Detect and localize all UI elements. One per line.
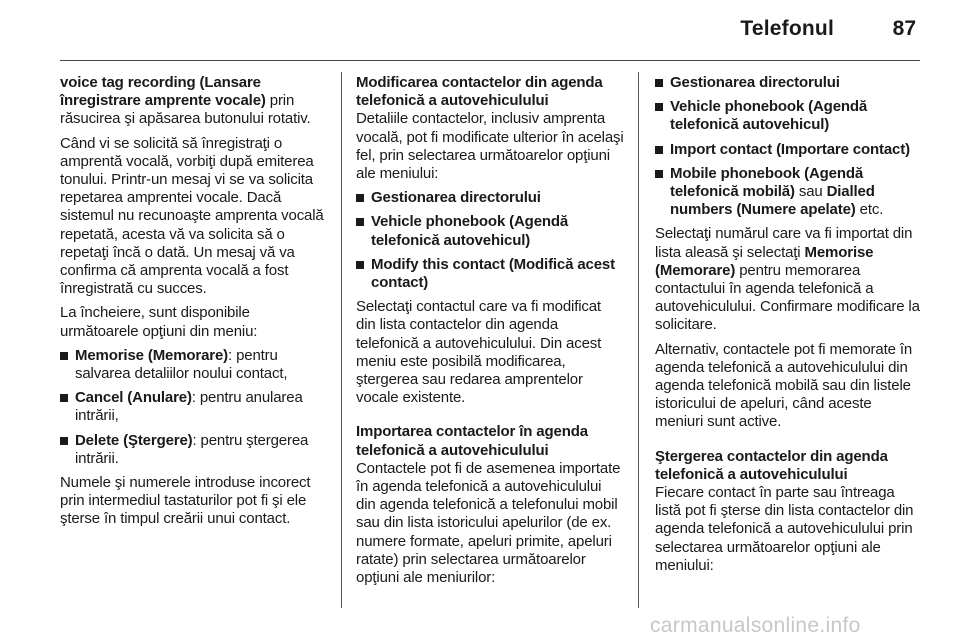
paragraph-menu-intro: La încheiere, sunt disponibile următoarele opţiuni din meniu: [60, 304, 258, 340]
list-item-bold: Vehicle phonebook (Agendă telefonică autovehicul) [670, 98, 868, 134]
list-item-bold: Delete (Ştergere) [75, 431, 193, 449]
watermark: carmanualsonline.info [650, 614, 861, 637]
list-item [356, 256, 624, 292]
menu-path-list [655, 74, 923, 219]
page-header [0, 0, 960, 60]
bullet-icon [655, 79, 663, 87]
list-item-text: : pentru ştergerea intrării. [75, 431, 309, 467]
bullet-icon [655, 170, 663, 178]
menu-options-list [60, 347, 328, 468]
list-item [60, 432, 328, 468]
bullet-icon [60, 352, 68, 360]
list-item [655, 74, 923, 92]
list-item [60, 347, 328, 383]
list-item-text: etc. [855, 201, 884, 219]
section-heading-modify: Modificarea contactelor din agenda telefonică a autovehiculului [356, 74, 603, 110]
list-item-text: sau [794, 183, 827, 201]
list-item-bold: Dialled numbers (Numere apelate) [670, 183, 875, 219]
bullet-icon [60, 437, 68, 445]
paragraph-record-instructions: Când vi se solicită să înregistraţi o amprentă vocală, vorbiţi după emiterea tonului. Printr-un mesaj vi se va solicita repetarea amprentei vocale. Dacă sistemul nu recunoaşte amprenta vocală repetată, acesta vă va solicita să o repetaţi încă o dată. Un mesaj vă va confirma că amprenta vocală a fost înregistrată cu succes. [60, 134, 324, 298]
paragraph-import-intro: Contactele pot fi de asemenea importate în agenda telefonică a autovehiculului din agenda telefonică a telefonului mobil sau din lista istoricului apelurilor (de ex. numere formate, apeluri primite, apeluri ratate) prin selectarea următoarelor opţiuni ale meniurilor: [356, 459, 621, 587]
paragraph-modify-details: Selectaţi contactul care va fi modificat din lista contactelor din agenda telefonică a autovehiculului. Din acest meniu este posibilă modificarea, ştergerea sau redarea amprentelor vocale existente. [356, 298, 602, 407]
list-item-text: : pentru salvarea detaliilor noului contact, [75, 346, 288, 383]
bullet-icon [356, 194, 364, 202]
list-item [655, 165, 923, 220]
list-item [356, 189, 624, 207]
page-number: 87 [892, 17, 916, 40]
page-title: Telefonul [740, 17, 834, 40]
column-divider-1 [341, 72, 342, 608]
bullet-icon [655, 103, 663, 111]
list-item-bold: Gestionarea directorului [670, 74, 840, 91]
list-item-bold: Modify this contact (Modifică acest contact) [371, 255, 615, 292]
bullet-icon [655, 146, 663, 154]
paragraph-text: Selectaţi numărul care va fi importat din lista aleasă şi selectaţi [655, 225, 913, 261]
paragraph-select-import [655, 225, 923, 334]
list-item-bold: Import contact (Importare contact) [670, 140, 910, 158]
list-item-bold: Memorise (Memorare) [75, 346, 229, 364]
bullet-icon [356, 261, 364, 269]
menu-option-memorise: Memorise (Memorare) [655, 243, 874, 279]
list-item-text: : pentru anularea intrării, [75, 389, 303, 425]
paragraph-alternative: Alternativ, contactele pot fi memorate în agenda telefonică a autovehiculului din agenda telefonică mobilă sau din listele istoricului de apeluri, când aceste meniuri sunt active. [655, 340, 913, 431]
list-item-bold: Gestionarea directorului [371, 189, 541, 207]
list-item [655, 98, 923, 134]
section-heading-delete: Ştergerea contactelor din agenda telefonică a autovehiculului [655, 447, 888, 483]
bullet-icon [60, 394, 68, 402]
paragraph-modify-intro: Detaliile contactelor, inclusiv amprenta vocală, pot fi modificate ulterior în acelaşi fel, prin selectarea următoarelor opţiuni ale meniului: [356, 110, 624, 183]
paragraph-delete-note: Numele şi numerele introduse incorect prin intermediul tastaturilor pot fi şi ele şterse în timpul creării unui contact. [60, 474, 311, 528]
list-item-bold: Cancel (Anulare) [75, 389, 192, 407]
menu-option-voice-tag-recording: voice tag recording (Lansare înregistrare amprente vocale) [60, 74, 266, 110]
section-heading-import: Importarea contactelor în agenda telefonică a autovehiculului [356, 423, 588, 459]
list-item [356, 213, 624, 249]
list-item-bold: Vehicle phonebook (Agendă telefonică autovehicul) [371, 213, 569, 249]
menu-path-list [356, 189, 624, 292]
paragraph-delete-intro: Fiecare contact în parte sau întreaga listă pot fi şterse din lista contactelor din agenda telefonică a autovehiculului prin selectarea următoarelor opţiuni ale meniului: [655, 484, 914, 574]
list-item [60, 389, 328, 425]
bullet-icon [356, 218, 364, 226]
list-item-bold: Mobile phonebook (Agendă telefonică mobilă) [670, 164, 864, 201]
paragraph-voice-tag [60, 74, 328, 129]
paragraph-text: pentru memorarea contactului în agenda telefonică a autovehiculului. Confirmare modificare la solicitare. [655, 261, 920, 334]
column-2 [356, 74, 624, 593]
column-1 [60, 74, 328, 535]
column-divider-2 [638, 72, 639, 608]
column-3 [655, 74, 923, 581]
list-item [655, 141, 923, 159]
header-divider [60, 60, 920, 61]
paragraph-text: prin răsucirea şi apăsarea butonului rotativ. [60, 92, 311, 128]
